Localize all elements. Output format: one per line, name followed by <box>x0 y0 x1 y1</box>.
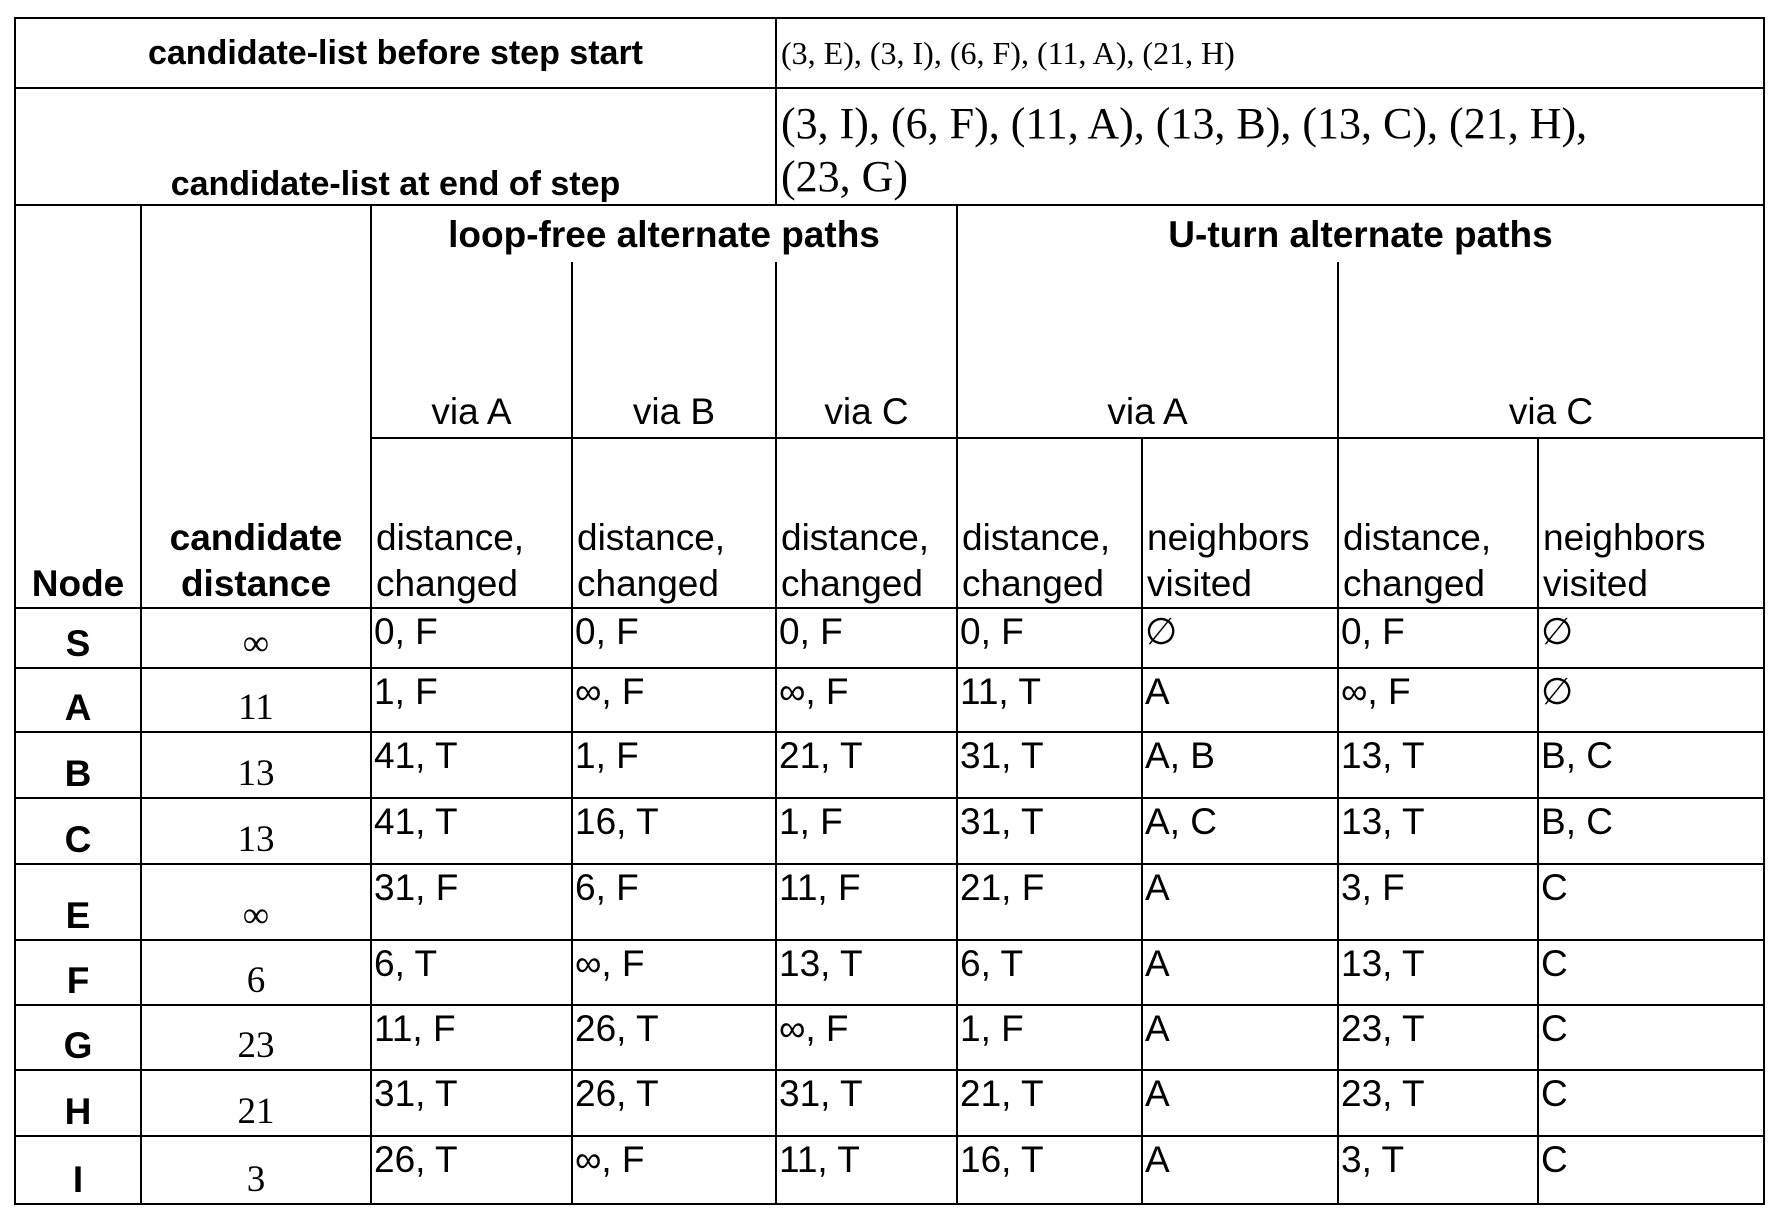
ut-via-a-neighbors-cell: A <box>1142 1005 1338 1070</box>
ut-via-c-neighbors-cell: B, C <box>1538 798 1764 864</box>
ut-via-c-neighbors-cell: C <box>1538 940 1764 1005</box>
node-cell: E <box>15 864 141 940</box>
ut-via-c-distance-cell: 23, T <box>1338 1070 1538 1136</box>
header-ut-via-c: via C <box>1338 262 1764 438</box>
candidate-distance-cell: ∞ <box>141 864 371 940</box>
ut-via-c-neighbors-cell: B, C <box>1538 732 1764 798</box>
table-row <box>15 668 1764 732</box>
ut-via-c-neighbors-cell: C <box>1538 1070 1764 1136</box>
lf-via-c-cell: 0, F <box>776 608 957 668</box>
candidate-list-end-line1: (3, I), (6, F), (11, A), (13, B), (13, C), (21, H), <box>781 98 1759 151</box>
ut-via-a-neighbors-cell: A <box>1142 1070 1338 1136</box>
header-lf-via-a: via A <box>371 262 572 438</box>
header-u-turn: U-turn alternate paths <box>957 205 1764 262</box>
candidate-list-end-value <box>776 88 1764 205</box>
candidate-list-before-value: (3, E), (3, I), (6, F), (11, A), (21, H) <box>776 18 1764 88</box>
lf-via-a-cell: 11, F <box>371 1005 572 1070</box>
header-node: Node <box>15 205 141 608</box>
table-row <box>15 864 1764 940</box>
ut-via-c-distance-cell: 23, T <box>1338 1005 1538 1070</box>
ut-via-c-neighbors-cell: C <box>1538 1136 1764 1204</box>
table-row <box>15 608 1764 668</box>
lf-via-b-cell: ∞, F <box>572 1136 776 1204</box>
ut-via-c-neighbors-cell: ∅ <box>1538 668 1764 732</box>
lf-via-a-cell: 31, T <box>371 1070 572 1136</box>
table-row <box>15 732 1764 798</box>
ut-via-c-neighbors-cell: ∅ <box>1538 608 1764 668</box>
candidate-list-end-label: candidate-list at end of step <box>15 88 776 205</box>
node-cell: G <box>15 1005 141 1070</box>
ut-via-c-distance-cell: 13, T <box>1338 798 1538 864</box>
header-distance-changed: distance, changed <box>371 438 572 608</box>
lf-via-b-cell: 26, T <box>572 1070 776 1136</box>
candidate-distance-cell: 11 <box>141 668 371 732</box>
ut-via-a-neighbors-cell: A <box>1142 864 1338 940</box>
ut-via-a-distance-cell: 31, T <box>957 732 1142 798</box>
lf-via-c-cell: ∞, F <box>776 668 957 732</box>
ut-via-a-neighbors-cell: ∅ <box>1142 608 1338 668</box>
lf-via-b-cell: ∞, F <box>572 668 776 732</box>
lf-via-a-cell: 31, F <box>371 864 572 940</box>
lf-via-b-cell: 6, F <box>572 864 776 940</box>
node-cell: F <box>15 940 141 1005</box>
ut-via-a-neighbors-cell: A, C <box>1142 798 1338 864</box>
ut-via-c-distance-cell: ∞, F <box>1338 668 1538 732</box>
lf-via-a-cell: 41, T <box>371 732 572 798</box>
node-cell: S <box>15 608 141 668</box>
lf-via-b-cell: 1, F <box>572 732 776 798</box>
node-cell: I <box>15 1136 141 1204</box>
table-row <box>15 940 1764 1005</box>
header-distance-changed: distance, changed <box>776 438 957 608</box>
lf-via-c-cell: ∞, F <box>776 1005 957 1070</box>
lf-via-b-cell: ∞, F <box>572 940 776 1005</box>
header-neighbors-visited: neighbors visited <box>1538 438 1764 608</box>
candidate-list-before-label: candidate-list before step start <box>15 18 776 88</box>
table-row <box>15 798 1764 864</box>
lf-via-a-cell: 6, T <box>371 940 572 1005</box>
lf-via-c-cell: 31, T <box>776 1070 957 1136</box>
candidate-list-table <box>14 17 1765 206</box>
lf-via-c-cell: 21, T <box>776 732 957 798</box>
ut-via-c-distance-cell: 0, F <box>1338 608 1538 668</box>
ut-via-c-distance-cell: 3, F <box>1338 864 1538 940</box>
header-ut-via-a: via A <box>957 262 1338 438</box>
ut-via-a-neighbors-cell: A, B <box>1142 732 1338 798</box>
lf-via-a-cell: 0, F <box>371 608 572 668</box>
ut-via-a-distance-cell: 16, T <box>957 1136 1142 1204</box>
ut-via-c-distance-cell: 13, T <box>1338 732 1538 798</box>
header-candidate-distance: candidate distance <box>141 205 371 608</box>
ut-via-a-distance-cell: 6, T <box>957 940 1142 1005</box>
ut-via-c-neighbors-cell: C <box>1538 864 1764 940</box>
paths-table <box>14 204 1765 1205</box>
header-neighbors-visited: neighbors visited <box>1142 438 1338 608</box>
lf-via-a-cell: 1, F <box>371 668 572 732</box>
header-loop-free: loop-free alternate paths <box>371 205 957 262</box>
ut-via-a-distance-cell: 1, F <box>957 1005 1142 1070</box>
candidate-distance-cell: ∞ <box>141 608 371 668</box>
header-distance-changed: distance, changed <box>1338 438 1538 608</box>
node-cell: B <box>15 732 141 798</box>
ut-via-a-distance-cell: 21, T <box>957 1070 1142 1136</box>
candidate-distance-cell: 23 <box>141 1005 371 1070</box>
candidate-distance-cell: 13 <box>141 732 371 798</box>
ut-via-a-distance-cell: 0, F <box>957 608 1142 668</box>
ut-via-c-neighbors-cell: C <box>1538 1005 1764 1070</box>
lf-via-b-cell: 26, T <box>572 1005 776 1070</box>
candidate-distance-cell: 21 <box>141 1070 371 1136</box>
node-cell: H <box>15 1070 141 1136</box>
lf-via-a-cell: 41, T <box>371 798 572 864</box>
node-cell: A <box>15 668 141 732</box>
table-row <box>15 1136 1764 1204</box>
table-row <box>15 1005 1764 1070</box>
ut-via-a-distance-cell: 31, T <box>957 798 1142 864</box>
lf-via-c-cell: 11, T <box>776 1136 957 1204</box>
lf-via-c-cell: 11, F <box>776 864 957 940</box>
lf-via-b-cell: 16, T <box>572 798 776 864</box>
ut-via-c-distance-cell: 13, T <box>1338 940 1538 1005</box>
ut-via-a-neighbors-cell: A <box>1142 668 1338 732</box>
candidate-distance-cell: 3 <box>141 1136 371 1204</box>
header-lf-via-c: via C <box>776 262 957 438</box>
lf-via-b-cell: 0, F <box>572 608 776 668</box>
ut-via-a-distance-cell: 11, T <box>957 668 1142 732</box>
node-cell: C <box>15 798 141 864</box>
header-distance-changed: distance, changed <box>957 438 1142 608</box>
lf-via-c-cell: 13, T <box>776 940 957 1005</box>
table-row <box>15 1070 1764 1136</box>
lf-via-a-cell: 26, T <box>371 1136 572 1204</box>
candidate-distance-cell: 6 <box>141 940 371 1005</box>
ut-via-a-neighbors-cell: A <box>1142 1136 1338 1204</box>
ut-via-a-neighbors-cell: A <box>1142 940 1338 1005</box>
lf-via-c-cell: 1, F <box>776 798 957 864</box>
candidate-distance-cell: 13 <box>141 798 371 864</box>
header-lf-via-b: via B <box>572 262 776 438</box>
ut-via-a-distance-cell: 21, F <box>957 864 1142 940</box>
ut-via-c-distance-cell: 3, T <box>1338 1136 1538 1204</box>
header-distance-changed: distance, changed <box>572 438 776 608</box>
candidate-list-end-line2: (23, G) <box>781 151 1759 204</box>
